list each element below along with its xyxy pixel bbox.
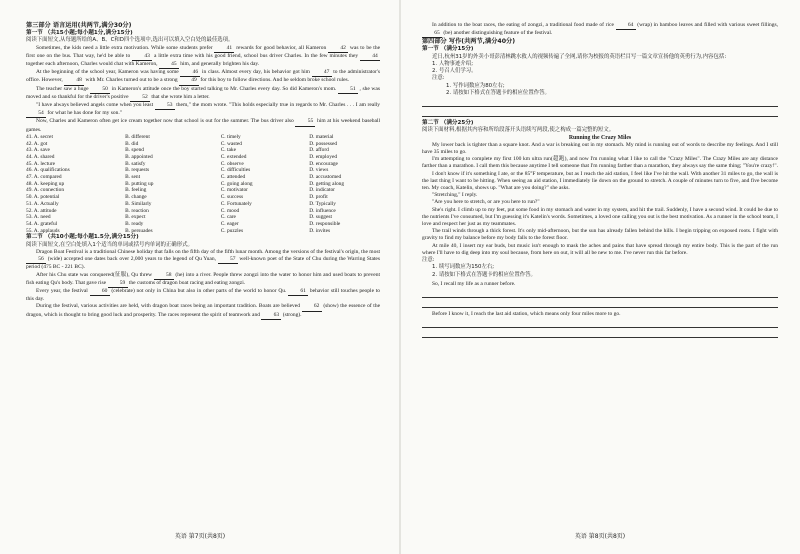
option-cell: B. Similarly [125,200,152,207]
option-cell: C. observe [220,160,244,167]
option-cell: D. influence [309,207,336,214]
option-cell: D. Typically [309,200,336,207]
dragon-paragraph-5 [422,22,778,38]
option-row [26,167,380,174]
option-cell: 50. A. potential [26,194,60,201]
note-1: 1. 写作词数应为80左右; [446,82,505,89]
option-cell: B. persuades [125,227,153,234]
answer-line [422,97,778,107]
writing-sec2-instructions: 阅读下面材料,根据其内容和所给段落开头语续写两段,使之构成一篇完整的短文。 [422,127,615,134]
option-cell: 52. A. attitude [26,207,57,214]
dragon-paragraph-3 [26,288,380,303]
blank-56: 56 [26,256,46,264]
sec1-heading: 第一节 （共15小题;每小题1分,满分15分) [26,30,133,36]
text: behavior still touches people to this day. [26,288,381,303]
option-row [26,161,380,168]
text: (he) into a river. People threw zongzi into the water to honor him and used boats to prevent fish eating Qu's body. That gave rise [26,271,381,286]
part4-heading: 第四部分 写作(共两节,满分40分) [422,38,516,46]
story-paragraph: "Are you here to stretch, or are you here to run?" [432,199,540,206]
option-cell: 49. A. connection [26,187,65,194]
text: During the festival, various activities are held, with dragon boat races being an important tradition. Boats are believed [36,303,301,310]
blank-52: 52 [130,94,150,102]
blank-55: 55 [295,118,315,126]
option-cell: D. indicator [309,187,335,194]
story-paragraph: The trail winds through a thick forest. It's only mid-afternoon, but the sun has already fallen behind the hills. I begin tripping on exposed roots. I fight with gravity to find my balance before my body falls to the forest floor. [422,228,778,242]
notes-label: 注意: [432,75,445,82]
blank-50: 50 [90,86,110,94]
text: was to be the first one on the bus. That way, he'd be able to [26,44,381,59]
option-row [26,147,380,154]
blank-60: 60 [90,288,110,296]
text: , she was moved and so thankful for the driver's positive [26,85,380,100]
option-cell: B. satisfy [125,160,146,167]
option-cell: C. timely [220,133,241,140]
story-paragraph: At mile 40, I insert my ear buds, but music isn't enough to mask the aches and pains that have spread through my entire body. This is the part of the run where I'll have to dig deep into my soul because, from here on out, it will all be new to me. I've never run this far before. [422,242,778,256]
option-cell: B. different [125,133,150,140]
blank-43: 43 [132,53,152,61]
option-cell: D. responsible [309,220,341,227]
text: for this boy to follow directions. And he seldom broke school rules. [200,77,350,84]
sec2-instructions: 阅读下面短文,在空白处填入1个适当的单词或括号内单词的正确形式。 [26,241,193,248]
option-cell: 51. A. Actually [26,200,59,207]
sec1-instructions: 阅读下面短文,从每题所给的A、B、C和D四个选项中,选出可以填入空白处的最佳选项。 [26,37,234,44]
text: (strong). [282,311,302,318]
blank-49: 49 [179,77,199,85]
option-cell: D. suggest [309,214,332,221]
cloze-paragraph-2 [26,69,380,85]
option-cell: C. wasted [220,140,242,147]
text: together each afternoon, Charles would chat with Kameron, [26,61,158,68]
page-footer-right: 英语 第8页(共8页) [574,533,626,540]
notes2-label: 注意: [422,257,435,264]
option-row [26,214,380,221]
text: (celebrate) not only in China but also in other parts of the world to honor Qu. [111,288,287,295]
blank-65: 65 [422,30,442,38]
text: The teacher saw a huge [36,85,89,92]
text: Every year, the festival [36,288,88,295]
option-cell: B. appointed [125,153,153,160]
option-cell: 48. A. keeping up [26,180,65,187]
option-cell: D. material [309,133,334,140]
writing-sec1-prompt: 近日,杭州31岁的外卖小哥彭清林跳水救人的视频传遍了全网,请你为校报的英语栏目写一篇文章宣扬他的英勇行为,内容包括: [432,53,727,60]
option-cell: C. extended [220,153,247,160]
option-row [26,134,380,141]
option-cell: C. care [220,214,236,221]
option-cell: 55. A. applauds [26,227,60,234]
story-paragraph: I'm attempting to complete my first 100 km ultra run(超跑), and now I'm running what I like to call the "Crazy Miles". The Crazy Miles are any distance farther than a marathon. I call them this because anytime I tell someone that I'm running farther than a marathon, they always say the same thing; "You're crazy!". [422,156,778,170]
story-paragraph: I don't know if it's something I ate, or the 85°F temperature, but as I reach the aid station, I feel like I've hit the wall. With another 31 miles to go, the wall is the last thing I want to be hitting. When seeing an aid station, I immediately lie down on the ground to stretch. A couple of minutes turn to five, and five become ten. My coach, Katelin, shows up. "What are you doing?" she asks. [422,170,778,192]
option-cell: C. Fortunately [220,200,252,207]
answer-line [422,318,778,328]
dragon-paragraph-1 [26,249,380,272]
text: with Mr. Charles turned out to be a strong [85,77,178,84]
option-cell: D. invites [309,227,331,234]
option-cell: 44. A. shared [26,153,55,160]
option-row [26,221,380,228]
option-cell: 43. A. save [26,147,50,154]
answer-line [422,288,778,298]
text: "I have always believed angels come when you least [36,102,154,109]
blank-57: 57 [218,256,238,264]
text: In addition to the boat races, the eating of zongzi, a traditional food made of rice [432,22,614,28]
text: well-known poet of the State of Chu during the Warring States period (475 BC - 221 BC). [26,256,381,271]
left-column [26,22,380,320]
text: a little extra time with his good friend, school bus driver Charles. In the few minutes they [153,52,359,59]
blank-51: 51 [338,86,358,94]
blank-59: 59 [108,280,128,288]
text: At the beginning of the school year, Kameron was having some [36,69,179,76]
sec2-heading: 第二节 （共10小题;每小题1.5分,满分15分) [26,234,139,241]
option-cell: C. puzzles [220,227,244,234]
option-row [26,194,380,201]
option-cell: B. reaction [125,207,149,214]
page-right [400,0,800,554]
right-column [422,22,778,338]
paragraph-start-1: So, I recall my life as a runner before. [432,280,516,287]
answer-line [422,298,778,308]
blank-62: 62 [302,303,322,311]
text: (show) the essence of the dragon, which is thought to bring good luck and prosperity. The races represent the spirit of teamwork and [26,303,381,318]
text: in Kameron's attitude once the boy started talking to Mr. Charles every day. So did Kameron's mom. [111,85,337,92]
option-cell: 53. A. need [26,214,51,221]
note2-2: 2. 请按如下格式在答题卡的相应位置作答。 [432,271,536,278]
option-row [26,174,380,181]
option-cell: C. motivator [220,187,248,194]
option-cell: B. ready [125,220,144,227]
option-cell: D. accustomed [309,174,342,181]
option-cell: B. feeling [125,187,147,194]
option-cell: B. did [125,140,139,147]
option-cell: D. views [309,167,329,174]
paragraph-start-2: Before I know it, I reach the last aid station, which means only four miles more to go. [432,310,621,317]
story-paragraph: "Stretching," I reply. [432,192,478,199]
part3-heading: 第三部分 语言运用(共两节,满分30分) [26,22,132,29]
blank-64: 64 [616,22,636,30]
option-cell: D. getting along [309,180,345,187]
text: him, and generally brighten his day. [180,61,260,68]
option-cell: C. mood [220,207,240,214]
dragon-paragraph-2 [26,272,380,288]
content-point-2: 2. 号召人们学习。 [432,68,477,75]
page-footer-left: 英语 第7页(共8页) [174,533,226,540]
text: (wide) accepted one dates back over 2,000 years to the legend of Qu Yuan, [47,256,216,263]
option-cell: 45. A. lecture [26,160,56,167]
text: to the administrator's office. However, [26,69,381,84]
option-row [26,201,380,208]
option-cell: C. attended [220,174,246,181]
text: Sometimes, the kids need a little extra motivation. While some students prefer [36,44,213,51]
writing-sec2-heading: 第二节 （满分25分) [422,120,474,127]
option-cell: B. putting up [125,180,154,187]
text: them," the mom wrote. "This holds especially true in regards to Mr. Charles . . . I am really [176,102,381,109]
option-row [26,208,380,215]
story-paragraph: My lower back is tighter than a square knot. And a war is breaking out in my stomach. My mind is running out of words to describe my feelings. And I still have 35 miles to go. [422,141,778,156]
option-cell: C. difficulties [220,167,251,174]
option-cell: B. change [125,194,147,201]
option-row [26,181,380,188]
text: the customs of dragon boat racing and eating zongzi. [128,279,246,286]
option-cell: B. expect [125,214,146,221]
option-cell: B. spend [125,147,144,154]
option-cell: 46. A. qualifications [26,167,70,174]
story-title: Running the Crazy Miles [568,134,632,141]
text: that she wrote him a letter. [151,93,210,100]
blank-46: 46 [180,69,200,77]
blank-63: 63 [261,312,281,320]
cloze-paragraph-1 [26,45,380,70]
text: (wrap) in bamboo leaves and filled with various sweet fillings, [637,22,778,28]
option-cell: D. afford [309,147,329,154]
option-cell: B. requests [125,167,150,174]
blank-45: 45 [159,61,179,69]
blank-47: 47 [312,69,332,77]
option-cell: C. success [220,194,244,201]
option-cell: D. profit [309,194,328,201]
blank-41: 41 [214,45,234,53]
blank-61: 61 [288,288,308,296]
blank-48: 48 [64,77,84,85]
option-cell: 47. A. compared [26,174,62,181]
text: rewards for good behavior, all Kameron [236,44,327,51]
options-table [26,134,380,235]
cloze-paragraph-4 [26,102,380,118]
option-cell: B. sent [125,174,141,181]
option-cell: 54. A. grateful [26,220,58,227]
blank-44: 44 [360,53,380,61]
option-cell: D. encourage [309,160,338,167]
option-cell: C. take [220,147,236,154]
text: Dragon Boat Festival is a traditional Chinese holiday that falls on the fifth day of the fifth lunar month. Among the versions of the festival's origin, the most [36,249,380,255]
story-paragraph: She's right. I climb up to my feet, put some food in my stomach and water in my system, and hit the trail. Suddenly, I have a second wind. It could be due to the nutrients I've consumed, but I'm guessing it's Katelin's words. Sometimes, a loved one calling you out is the best motivation. As a runner in the school team, I love and respect her just as my teammates. [422,206,778,228]
note2-1: 1. 续写词数应为150左右; [432,264,495,271]
option-cell: 42. A. got [26,140,48,147]
blank-54: 54 [26,110,46,118]
blank-53: 53 [155,102,175,110]
option-cell: D. possessed [309,140,338,147]
text: him at his weekend baseball games. [26,118,381,133]
blank-58: 58 [154,272,174,280]
answer-line [422,107,778,117]
writing-sec1-heading: 第一节 （满分15分) [422,46,474,53]
option-row [26,154,380,161]
answer-line [422,328,778,338]
option-cell: C. eager [220,220,239,227]
option-cell: C. going along [220,180,253,187]
text: in class. Almost every day, his behavior got him [202,69,310,76]
cloze-paragraph-3 [26,86,380,102]
dragon-paragraph-4 [26,303,380,319]
content-point-1: 1. 人物事迹介绍; [432,61,474,68]
blank-42: 42 [328,45,348,53]
option-cell: D. employed [309,153,338,160]
text: (be) another distinguishing feature of the festival. [443,30,553,37]
text: Now, Charles and Kameron often get ice cream together now that school is out for the summer. The bus driver also [36,118,294,125]
cloze-paragraph-5 [26,118,380,133]
text: for what he has done for my son." [47,110,123,117]
note-2: 2. 请按如下格式在答题卡的相应位置作答。 [446,89,550,96]
option-cell: 41. A. secret [26,133,53,140]
text: After his Chu state was conquered(征服), Qu threw [36,271,153,278]
